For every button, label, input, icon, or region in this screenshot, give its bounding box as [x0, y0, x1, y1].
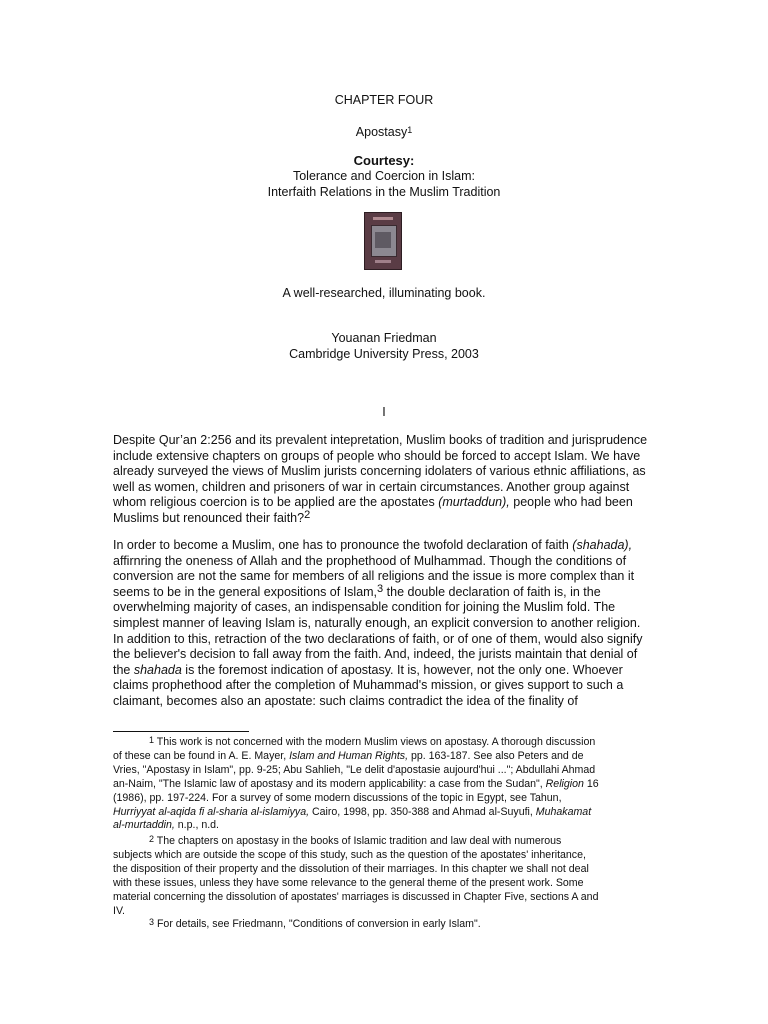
book-title-line2: Interfaith Relations in the Muslim Tradition	[267, 185, 501, 199]
footnote-1-text-e: n.p., n.d.	[174, 819, 219, 832]
review-line: A well-researched, illuminating book.	[282, 286, 486, 300]
term-murtaddun: (murtaddun),	[438, 495, 510, 510]
paragraph-1-text: Despite Qur’an 2:256 and its prevalent intepretation, Muslim books of tradition and jurisprudence include extensive chapters on groups of people who should be forced to accept Islam. We have already surveyed the views of Muslim jurists concerning idolaters of various ethnic affiliations, as well as women, children and prisoners of war in certain circumstances. Another group against whom religious coercion is to be applied are the apostates	[113, 433, 648, 510]
paragraph-1	[113, 433, 653, 527]
author-name: Youanan Friedman	[331, 331, 437, 345]
footnote-2	[113, 835, 603, 918]
publisher: Cambridge University Press, 2003	[289, 347, 479, 361]
footnote-ref-3[interactable]: 3	[377, 582, 384, 595]
book-title	[0, 168, 768, 200]
term-shahada: (shahada),	[572, 538, 633, 552]
term-shahada-2: shahada	[133, 662, 182, 677]
footnote-3	[113, 918, 603, 932]
footnote-1-text-d: Cairo, 1998, pp. 350-388 and Ahmad al-Suyufi,	[309, 805, 536, 818]
footnote-2-text: The chapters on apostasy in the books of Islamic tradition and law deal with numerous subjects which are outside the scope of this study, such as the question of the apostates' inheritance, the disposition of their property and the dissolution of their marriages. In this chapter we shall not deal with these issues, unless they have some relevance to the general theme of the present work. Some material concerning the dissolution of apostates' marriages is discussed in Chapter Five, sections A and IV.	[113, 835, 599, 917]
subtitle-footnote-ref[interactable]: 1	[407, 125, 413, 135]
footnote-1-title-3: Hurriyyat al-aqida fi al-sharia al-islamiyya,	[113, 805, 310, 818]
author-block	[0, 330, 768, 362]
footnote-1-text-c: 16 (1986), pp. 197-224. For a survey of some modern discussions of the topic in Egypt, see Tahun,	[113, 777, 599, 804]
footnote-1-number: 1	[149, 735, 155, 745]
paragraph-2	[113, 538, 653, 710]
section-number: I	[382, 405, 386, 419]
footnote-1-title-1: Islam and Human Rights,	[289, 749, 409, 762]
subtitle-text: Apostasy	[355, 125, 408, 139]
footnote-1	[113, 736, 603, 833]
paragraph-2-text-b: affirnring the oneness of Allah and the prophethood of Mulhammad. Though the conditions of conversion are not the same for members of all religions and the issue is more complex than it seems to be in the general expositions of Islam,	[113, 553, 635, 599]
footnote-1-title-4: Muhakamat al-murtaddin,	[113, 805, 592, 832]
paragraph-2-text: In order to become a Muslim, one has to pronounce the twofold declaration of faith	[113, 538, 573, 552]
footnote-2-number: 2	[149, 834, 155, 844]
courtesy-label: Courtesy:	[353, 153, 415, 168]
footnote-separator	[113, 731, 249, 732]
chapter-subtitle	[0, 124, 768, 140]
footnote-3-text: For details, see Friedmann, "Conditions of conversion in early Islam".	[154, 918, 481, 930]
chapter-heading: CHAPTER FOUR	[334, 93, 434, 107]
paragraph-1-text-end: people who had been Muslims but renounced their faith?	[113, 495, 633, 525]
footnote-3-number: 3	[149, 917, 155, 927]
book-title-line1: Tolerance and Coercion in Islam:	[292, 169, 476, 183]
footnote-1-text: This work is not concerned with the modern Muslim views on apostasy. A thorough discussion of these can be found in A. E. Mayer,	[113, 736, 596, 762]
footnote-ref-2[interactable]: 2	[304, 508, 311, 521]
paragraph-2-text-c: the double declaration of faith is, in the overwhelming majority of cases, an indispensable condition for joining the Muslim fold. The simplest manner of leaving Islam is, naturally enough, an explicit conversion to another religion. In addition to this, retraction of the two declarations of faith, or of one of them, would also signify the believer's decision to fall away from the faith. And, indeed, the jurists maintain that denial of the	[113, 584, 643, 677]
paragraph-2-text-d: is the foremost indication of apostasy. It is, however, not the only one. Whoever claims prophethood after the completion of Muhammad's mission, or gives support to such a claimant, becomes also an apostate: such claims contradict the idea of the finality of	[113, 662, 624, 708]
footnote-1-text-b: pp. 163-187. See also Peters and de Vries, "Apostasy in Islam", pp. 9-25; Abu Sahlieh, "Le delit d'apostasie aujourd'hui ..."; Abdullahi Ahmad an-Naim, "The Islamic law of apostasy and its modern applicability: a case from the Sudan",	[113, 749, 596, 790]
footnote-1-title-2: Religion	[545, 777, 584, 790]
book-cover-image[interactable]	[364, 212, 402, 270]
